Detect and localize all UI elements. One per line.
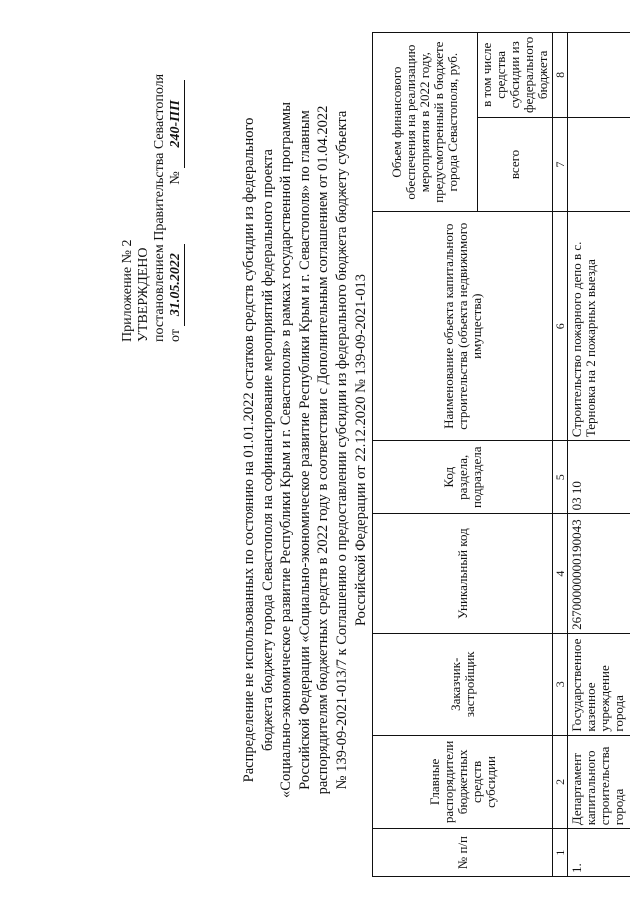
approved-label: УТВЕРЖДЕНО [136, 247, 151, 342]
col-number: 6 [553, 212, 568, 441]
table-header-row [373, 33, 478, 877]
row-num: 1. [568, 829, 630, 877]
header-incl-federal: в том числе средства субсидии из федерального бюджета [478, 33, 553, 118]
row-customer: Государственное казенное учреждение города [568, 633, 630, 735]
heading-line: бюджета бюджету города Севастополя на софинансирование мероприятий федерального проекта [259, 149, 276, 752]
header-funding: Объем финансового обеспечения на реализацию мероприятия в 2022 году, предусмотренный в бюджете города Севастополя, руб. [373, 33, 478, 212]
header-section-code: Код раздела, подраздела [373, 441, 553, 514]
col-number: 5 [553, 441, 568, 514]
table-row [568, 33, 630, 877]
col-number: 2 [553, 735, 568, 829]
header-num: № п/п [373, 829, 553, 877]
row-total [568, 117, 630, 212]
appendix-label: Приложение № 2 [120, 239, 135, 342]
column-number-row [553, 33, 568, 877]
heading-line: Распределение не использованных по состоянию на 01.01.2022 остатков средств субсидии из федерального [241, 117, 257, 783]
heading-line: Российской Федерации «Социально-экономическое развитие Республики Крым и г. Севастополя» по главным [296, 110, 313, 790]
row-unique-code: 26700000000190043 [568, 514, 630, 634]
date-number-line [168, 82, 185, 342]
col-number: 1 [553, 829, 568, 877]
header-unique-code: Уникальный код [373, 514, 553, 634]
col-number: 7 [553, 117, 568, 212]
header-customer: Заказчик-застройщик [373, 633, 553, 735]
header-object-name: Наименование объекта капитального строительства (объекта недвижимого имущества) [373, 212, 553, 441]
approval-number: 240-ПП [168, 80, 185, 168]
col-number: 4 [553, 514, 568, 634]
col-number: 3 [553, 633, 568, 735]
number-prefix: № [168, 171, 183, 185]
row-object-name: Строительство пожарного депо в с. Терновка на 2 пожарных выезда [568, 212, 630, 441]
heading-line: распорядителям бюджетных средств в 2022 году в соответствии с Дополнительным соглашением от 01.04.2022 [315, 105, 332, 795]
heading-line: № 139-09-2021-013/7 к Соглашению о предоставлении субсидии из федерального бюджета бюджету субъекта [333, 110, 350, 790]
approval-date: 31.05.2022 [168, 244, 185, 326]
row-federal [568, 33, 630, 118]
document-heading [240, 75, 370, 825]
header-main-managers: Главные распорядители бюджетных средств субсидии [373, 735, 553, 829]
date-prefix: от [168, 329, 183, 342]
approval-block [120, 73, 185, 342]
heading-line: Российской Федерации от 22.12.2020 № 139-09-2021-013 [352, 273, 369, 627]
heading-line: «Социально-экономическое развитие Республики Крым и г. Севастополя» в рамках государственной программы [278, 102, 295, 798]
col-number: 8 [553, 33, 568, 118]
header-total: всего [478, 117, 553, 212]
resolution-label: постановлением Правительства Севастополя [152, 73, 167, 342]
row-main-manager: Департамент капитального строительства города [568, 735, 630, 829]
subsidy-table [372, 32, 630, 877]
row-section-code: 03 10 [568, 441, 630, 514]
